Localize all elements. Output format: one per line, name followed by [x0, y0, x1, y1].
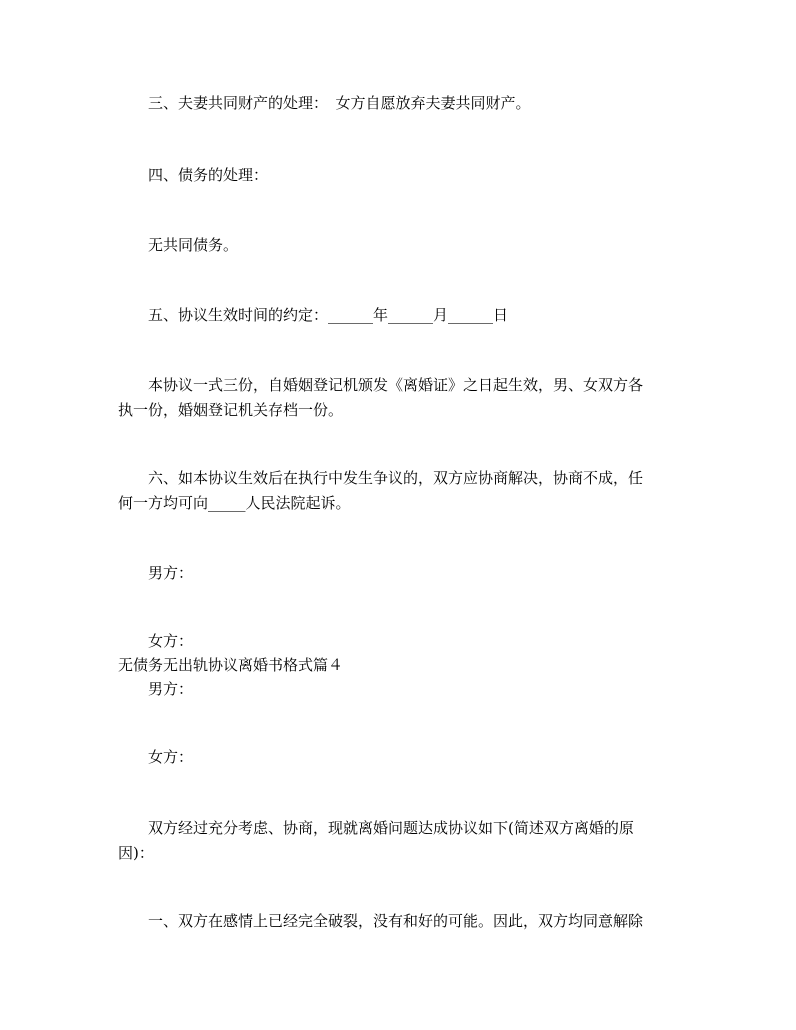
signature-male-2: 男方： — [148, 680, 194, 698]
paragraph-copies-line-2: 执一份，婚姻登记机关存档一份。 — [118, 401, 344, 419]
paragraph-clause-one: 一、双方在感情上已经完全破裂，没有和好的可能。因此，双方均同意解除 — [148, 912, 644, 930]
paragraph-debt-heading: 四、债务的处理： — [148, 166, 269, 184]
paragraph-agreement-line-1: 双方经过充分考虑、协商，现就离婚问题达成协议如下(简述双方离婚的原 — [148, 819, 634, 837]
paragraph-no-debt: 无共同债务。 — [148, 236, 239, 254]
signature-female-2: 女方： — [148, 748, 194, 766]
paragraph-copies-line-1: 本协议一式三份，自婚姻登记机颁发《离婚证》之日起生效，男、女双方各 — [148, 376, 644, 394]
signature-female-1: 女方： — [148, 632, 194, 650]
paragraph-dispute-line-2: 何一方均可向_____人民法院起诉。 — [118, 494, 351, 512]
paragraph-effective-date: 五、协议生效时间的约定：______年______月______日 — [148, 306, 509, 324]
paragraph-property-handling: 三、夫妻共同财产的处理： 女方自愿放弃夫妻共同财产。 — [148, 94, 531, 112]
paragraph-dispute-line-1: 六、如本协议生效后在执行中发生争议的，双方应协商解决，协商不成，任 — [148, 469, 644, 487]
paragraph-agreement-line-2: 因)： — [118, 844, 154, 862]
signature-male-1: 男方： — [148, 564, 194, 582]
section-title: 无债务无出轨协议离婚书格式篇４ — [118, 656, 344, 674]
